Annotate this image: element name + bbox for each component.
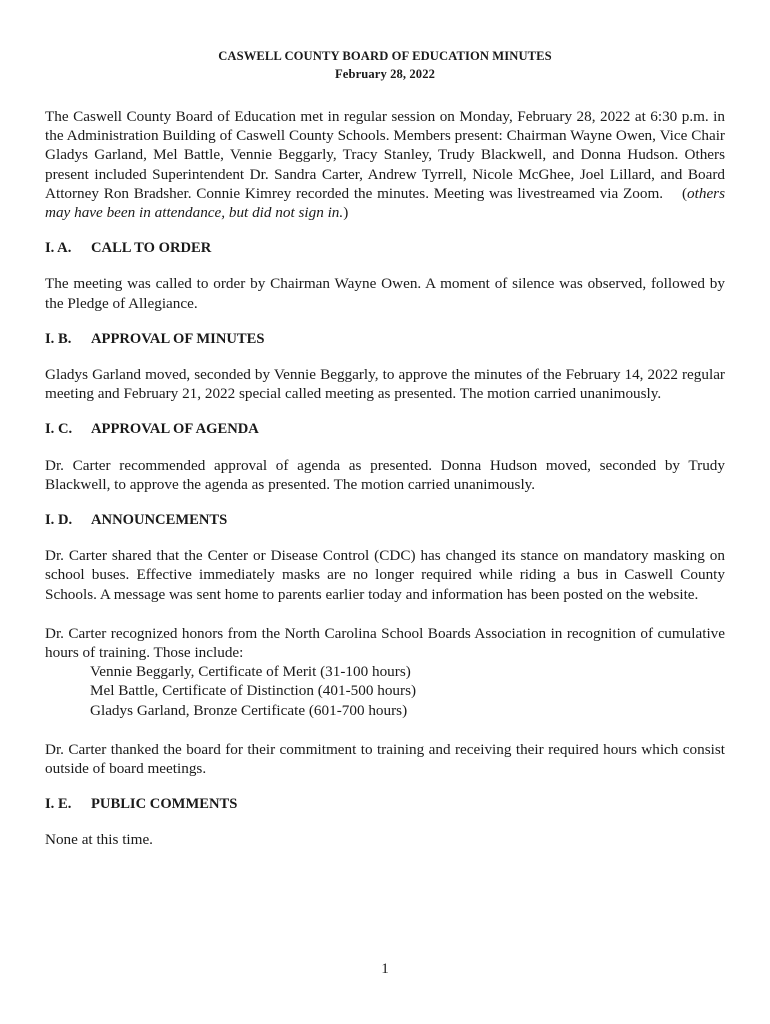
section-title: PUBLIC COMMENTS — [91, 796, 238, 813]
section-number: I. B. — [45, 330, 72, 347]
section-title: ANNOUNCEMENTS — [91, 512, 228, 529]
section-title: APPROVAL OF AGENDA — [91, 421, 259, 438]
minutes-page — [45, 48, 725, 850]
honors-list — [45, 662, 725, 720]
document-title: CASWELL COUNTY BOARD OF EDUCATION MINUTES — [218, 49, 552, 63]
announcements-honors-paragraph: Dr. Carter recognized honors from the North Carolina School Boards Association in recognition of cumulative hours of training. Those include: — [45, 624, 725, 662]
attendance-note-close: ) — [343, 204, 349, 222]
intro-text: The Caswell County Board of Education met in regular session on Monday, February 28, 2022 at 6:30 p.m. in the Administration Building of Caswell County Schools. Members present: Chairman Wayne Owen, Vice Chair Gladys Garland, Mel Battle, Vennie Beggarly, Tracy Stanley, Trudy Blackwell, and Donna Hudson. Others present included Superintendent Dr. Sandra Carter, Andrew Tyrrell, Nicole McGhee, Joel Lillard, and Board Attorney Ron Bradsher. Connie Kimrey recorded the minutes. Meeting was livestreamed via Zoom. — [45, 108, 725, 202]
honors-list-item: Gladys Garland, Bronze Certificate (601-700 hours) — [90, 701, 408, 719]
approval-of-agenda-text: Dr. Carter recommended approval of agenda as presented. Donna Hudson moved, seconded by Trudy Blackwell, to approve the agenda as presented. The motion carried unanimously. — [45, 456, 725, 493]
intro-paragraph — [45, 107, 725, 222]
announcements-cdc-paragraph: Dr. Carter shared that the Center or Disease Control (CDC) has changed its stance on mandatory masking on school buses. Effective immediately masks are no longer required while riding a bus in Caswell County Schools. A message was sent home to parents earlier today and information has been posted on the website. — [45, 547, 725, 603]
section-number: I. E. — [45, 796, 72, 813]
announcements-thanks-paragraph: Dr. Carter thanked the board for their commitment to training and receiving their required hours which consist outside of board meetings. — [45, 740, 725, 778]
attendance-note-open: ( — [681, 184, 688, 202]
section-number: I. C. — [45, 421, 73, 438]
document-date: February 28, 2022 — [335, 66, 435, 81]
section-title: APPROVAL OF MINUTES — [91, 330, 265, 347]
section-number: I. D. — [45, 512, 73, 529]
section-heading-approval-of-agenda — [45, 420, 725, 439]
honors-list-item: Mel Battle, Certificate of Distinction (401-500 hours) — [90, 682, 417, 700]
section-heading-announcements — [45, 511, 725, 530]
honors-list-item: Vennie Beggarly, Certificate of Merit (31-100 hours) — [90, 663, 411, 681]
section-heading-public-comments — [45, 795, 725, 814]
attendance-note: others may have been in attendance, but did not sign in. — [45, 184, 725, 222]
public-comments-text: None at this time. — [45, 831, 153, 849]
section-title: CALL TO ORDER — [91, 240, 212, 257]
section-heading-approval-of-minutes — [45, 330, 725, 349]
approval-of-minutes-text: Gladys Garland moved, seconded by Vennie Beggarly, to approve the minutes of the February 14, 2022 regular meeting and February 21, 2022 special called meeting as presented. The motion carried unanimously. — [45, 366, 725, 403]
section-number: I. A. — [45, 240, 72, 257]
section-heading-call-to-order — [45, 239, 725, 258]
call-to-order-text: The meeting was called to order by Chairman Wayne Owen. A moment of silence was observed, followed by the Pledge of Allegiance. — [45, 275, 725, 312]
page-number: 1 — [381, 961, 389, 977]
